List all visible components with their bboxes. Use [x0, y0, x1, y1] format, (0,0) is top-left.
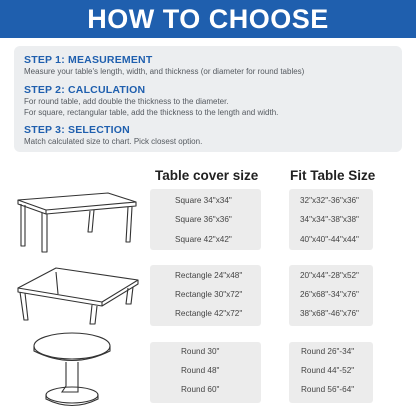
cover-size-cell: Rectangle 42"x72" — [175, 309, 243, 318]
fit-size-cell: Round 56"-64" — [301, 385, 355, 394]
fit-size-cell: 34"x34"-38"x38" — [300, 215, 359, 224]
cover-size-cell: Rectangle 30"x72" — [175, 290, 243, 299]
fit-size-cell: 26"x68"-34"x76" — [300, 290, 359, 299]
step-3-text: Match calculated size to chart. Pick closest option. — [24, 137, 203, 146]
fit-size-cell: 20"x44"-28"x52" — [300, 271, 359, 280]
fit-size-cell: Round 26"-34" — [301, 347, 355, 356]
cover-size-cell: Square 36"x36" — [175, 215, 232, 224]
step-3-title: STEP 3: SELECTION — [24, 124, 130, 136]
fit-size-cell: Round 44"-52" — [301, 366, 355, 375]
step-2-text-1: For round table, add double the thickness to the diameter. — [24, 97, 229, 106]
rectangle-table-icon — [12, 264, 140, 328]
cover-size-cell: Round 60" — [181, 385, 220, 394]
cover-size-cell: Rectangle 24"x48" — [175, 271, 243, 280]
steps-panel — [14, 46, 402, 152]
step-2-text-2: For square, rectangular table, add the thickness to the length and width. — [24, 108, 279, 117]
step-1-text: Measure your table's length, width, and thickness (or diameter for round tables) — [24, 67, 305, 76]
fit-size-cell: 40"x40"-44"x44" — [300, 235, 359, 244]
column-header-cover: Table cover size — [155, 168, 259, 183]
column-header-fit: Fit Table Size — [290, 168, 376, 183]
page-title: HOW TO CHOOSE — [0, 0, 416, 38]
step-2-title: STEP 2: CALCULATION — [24, 84, 146, 96]
cover-size-cell: Square 42"x42" — [175, 235, 232, 244]
fit-size-cell: 38"x68"-46"x76" — [300, 309, 359, 318]
cover-size-cell: Round 48" — [181, 366, 220, 375]
fit-size-cell: 32"x32"-36"x36" — [300, 196, 359, 205]
round-table-icon — [28, 328, 128, 410]
square-table-icon — [12, 188, 140, 254]
step-1-title: STEP 1: MEASUREMENT — [24, 54, 153, 66]
cover-size-cell: Square 34"x34" — [175, 196, 232, 205]
cover-size-cell: Round 30" — [181, 347, 220, 356]
